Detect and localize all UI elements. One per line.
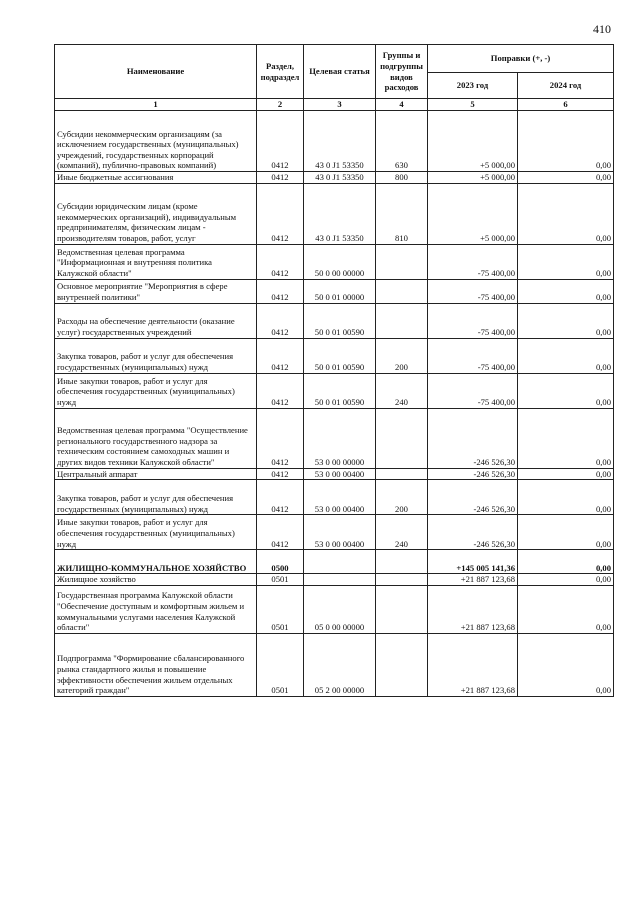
row-section: 0412 <box>257 244 304 279</box>
table-row <box>55 408 614 468</box>
row-group <box>376 303 428 338</box>
row-amount-2023: +145 005 141,36 <box>428 550 518 574</box>
row-amount-2023: -246 526,30 <box>428 408 518 468</box>
row-section: 0501 <box>257 574 304 586</box>
table-row <box>55 585 614 633</box>
row-group <box>376 633 428 696</box>
table-row <box>55 633 614 696</box>
row-amount-2023: -246 526,30 <box>428 468 518 480</box>
table-row <box>55 574 614 586</box>
row-group: 240 <box>376 515 428 550</box>
row-section: 0412 <box>257 373 304 408</box>
table-row <box>55 279 614 303</box>
row-target <box>304 550 376 574</box>
row-target: 43 0 J1 53350 <box>304 183 376 244</box>
row-section: 0412 <box>257 172 304 184</box>
header-groups: Группы и подгруппы видов расходов <box>376 45 428 99</box>
column-number: 6 <box>518 99 614 111</box>
row-name: Иные закупки товаров, работ и услуг для обеспечения государственных (муниципальных) нужд <box>55 515 257 550</box>
row-name: Жилищное хозяйство <box>55 574 257 586</box>
row-name: Государственная программа Калужской области "Обеспечение доступным и комфортным жильем и коммунальными услугами населения Калужской области" <box>55 585 257 633</box>
row-section: 0412 <box>257 111 304 172</box>
row-name: Иные бюджетные ассигнования <box>55 172 257 184</box>
row-amount-2023: -75 400,00 <box>428 244 518 279</box>
row-group <box>376 468 428 480</box>
row-target: 50 0 01 00590 <box>304 303 376 338</box>
row-target: 50 0 01 00000 <box>304 279 376 303</box>
row-target: 50 0 01 00590 <box>304 338 376 373</box>
row-section: 0412 <box>257 183 304 244</box>
row-section: 0412 <box>257 408 304 468</box>
row-target: 05 2 00 00000 <box>304 633 376 696</box>
row-amount-2023: +5 000,00 <box>428 172 518 184</box>
row-group <box>376 279 428 303</box>
row-target: 53 0 00 00400 <box>304 515 376 550</box>
row-name: Закупка товаров, работ и услуг для обеспечения государственных (муниципальных) нужд <box>55 480 257 515</box>
row-section: 0501 <box>257 585 304 633</box>
row-amount-2023: -75 400,00 <box>428 303 518 338</box>
row-target <box>304 574 376 586</box>
row-amount-2024: 0,00 <box>518 585 614 633</box>
row-section: 0412 <box>257 303 304 338</box>
column-number: 4 <box>376 99 428 111</box>
row-amount-2024: 0,00 <box>518 633 614 696</box>
row-section: 0500 <box>257 550 304 574</box>
row-amount-2024: 0,00 <box>518 279 614 303</box>
row-amount-2023: -75 400,00 <box>428 338 518 373</box>
row-name: Иные закупки товаров, работ и услуг для обеспечения государственных (муниципальных) нужд <box>55 373 257 408</box>
table-row <box>55 183 614 244</box>
row-group: 200 <box>376 338 428 373</box>
row-section: 0412 <box>257 480 304 515</box>
row-target: 50 0 01 00590 <box>304 373 376 408</box>
row-amount-2023: -75 400,00 <box>428 373 518 408</box>
row-group <box>376 585 428 633</box>
row-name: Подпрограмма "Формирование сбалансированного рынка стандартного жилья и повышение эффективности обеспечения жильем отдельных категорий граждан" <box>55 633 257 696</box>
row-amount-2024: 0,00 <box>518 480 614 515</box>
column-number: 3 <box>304 99 376 111</box>
row-amount-2024: 0,00 <box>518 468 614 480</box>
row-section: 0501 <box>257 633 304 696</box>
row-amount-2023: -75 400,00 <box>428 279 518 303</box>
row-name: Расходы на обеспечение деятельности (оказание услуг) государственных учреждений <box>55 303 257 338</box>
row-group: 240 <box>376 373 428 408</box>
row-group: 200 <box>376 480 428 515</box>
row-group <box>376 550 428 574</box>
table-row <box>55 338 614 373</box>
column-number: 2 <box>257 99 304 111</box>
row-target: 43 0 J1 53350 <box>304 111 376 172</box>
header-year-2024: 2024 год <box>518 73 614 99</box>
row-amount-2024: 0,00 <box>518 515 614 550</box>
row-target: 53 0 00 00400 <box>304 480 376 515</box>
row-name: Субсидии некоммерческим организациям (за исключением государственных (муниципальных) учреждений, государственных корпораций (компаний), публично-правовых компаний) <box>55 111 257 172</box>
header-name: Наименование <box>55 45 257 99</box>
page-number: 410 <box>593 22 611 36</box>
row-group: 810 <box>376 183 428 244</box>
row-group <box>376 574 428 586</box>
row-amount-2024: 0,00 <box>518 172 614 184</box>
table-row <box>55 550 614 574</box>
row-amount-2024: 0,00 <box>518 303 614 338</box>
row-amount-2023: +21 887 123,68 <box>428 585 518 633</box>
row-section: 0412 <box>257 279 304 303</box>
table-row <box>55 244 614 279</box>
row-amount-2024: 0,00 <box>518 550 614 574</box>
column-number: 1 <box>55 99 257 111</box>
header-target: Целевая статья <box>304 45 376 99</box>
row-section: 0412 <box>257 338 304 373</box>
row-amount-2023: +5 000,00 <box>428 111 518 172</box>
row-amount-2024: 0,00 <box>518 111 614 172</box>
row-group: 800 <box>376 172 428 184</box>
row-amount-2024: 0,00 <box>518 244 614 279</box>
table-row <box>55 111 614 172</box>
row-target: 53 0 00 00400 <box>304 468 376 480</box>
row-amount-2024: 0,00 <box>518 373 614 408</box>
row-amount-2023: +21 887 123,68 <box>428 574 518 586</box>
header-amendments: Поправки (+, -) <box>428 45 614 73</box>
row-target: 53 0 00 00000 <box>304 408 376 468</box>
row-target: 43 0 J1 53350 <box>304 172 376 184</box>
row-target: 05 0 00 00000 <box>304 585 376 633</box>
column-number: 5 <box>428 99 518 111</box>
row-target: 50 0 00 00000 <box>304 244 376 279</box>
row-amount-2024: 0,00 <box>518 574 614 586</box>
row-amount-2023: -246 526,30 <box>428 480 518 515</box>
budget-amendments-table <box>54 44 614 697</box>
row-name: Основное мероприятие "Мероприятия в сфере внутренней политики" <box>55 279 257 303</box>
row-name: Закупка товаров, работ и услуг для обеспечения государственных (муниципальных) нужд <box>55 338 257 373</box>
row-section: 0412 <box>257 468 304 480</box>
table-row <box>55 480 614 515</box>
row-amount-2024: 0,00 <box>518 338 614 373</box>
row-name: ЖИЛИЩНО-КОММУНАЛЬНОЕ ХОЗЯЙСТВО <box>55 550 257 574</box>
row-group: 630 <box>376 111 428 172</box>
row-group <box>376 408 428 468</box>
row-amount-2024: 0,00 <box>518 183 614 244</box>
table-row <box>55 515 614 550</box>
row-name: Ведомственная целевая программа "Информационная и внутренняя политика Калужской области" <box>55 244 257 279</box>
table-row <box>55 303 614 338</box>
table-row <box>55 172 614 184</box>
row-amount-2023: +5 000,00 <box>428 183 518 244</box>
row-group <box>376 244 428 279</box>
row-section: 0412 <box>257 515 304 550</box>
header-year-2023: 2023 год <box>428 73 518 99</box>
header-section: Раздел, подраздел <box>257 45 304 99</box>
row-amount-2024: 0,00 <box>518 408 614 468</box>
row-name: Субсидии юридическим лицам (кроме некоммерческих организаций), индивидуальным предпринимателям, физическим лицам - производителям товаров, работ, услуг <box>55 183 257 244</box>
row-name: Центральный аппарат <box>55 468 257 480</box>
table-row <box>55 468 614 480</box>
table-row <box>55 373 614 408</box>
row-amount-2023: -246 526,30 <box>428 515 518 550</box>
row-name: Ведомственная целевая программа "Осуществление регионального государственного надзора за техническим состоянием самоходных машин и других видов техники Калужской области" <box>55 408 257 468</box>
row-amount-2023: +21 887 123,68 <box>428 633 518 696</box>
